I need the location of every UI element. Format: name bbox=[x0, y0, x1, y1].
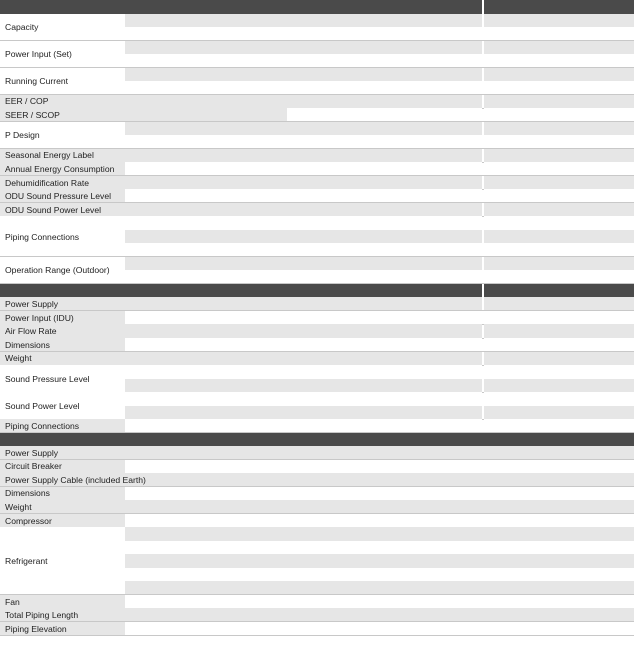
value-cell bbox=[484, 365, 634, 379]
value-cell bbox=[336, 135, 482, 149]
row-label-text: Power Supply bbox=[5, 299, 59, 310]
row-label-text: Circuit Breaker bbox=[5, 461, 62, 472]
value-cell bbox=[484, 54, 634, 68]
value-cell bbox=[484, 189, 634, 203]
row-unit bbox=[287, 541, 336, 555]
row-condition bbox=[203, 203, 287, 217]
value-cell bbox=[336, 622, 634, 636]
row-condition bbox=[203, 406, 287, 420]
value-cell bbox=[484, 419, 634, 433]
row-unit bbox=[287, 608, 336, 622]
row-label-text: Operation Range (Outdoor) bbox=[5, 265, 110, 276]
row-sub-label bbox=[125, 568, 203, 582]
value-cell bbox=[336, 487, 634, 501]
section-header-value bbox=[484, 284, 634, 298]
row-unit bbox=[287, 108, 336, 122]
row-label-text: Piping Elevation bbox=[5, 623, 67, 634]
row-sub-empty bbox=[125, 608, 203, 622]
value-cell bbox=[336, 324, 482, 338]
row-unit bbox=[287, 568, 336, 582]
row-label-text: Power Input (Set) bbox=[5, 49, 72, 60]
value-cell bbox=[336, 162, 482, 176]
row-label-text: ODU Sound Power Level bbox=[5, 204, 102, 215]
row-unit bbox=[287, 595, 336, 609]
row-label-text: Fan bbox=[5, 596, 20, 607]
value-cell bbox=[336, 81, 482, 95]
row-unit bbox=[287, 41, 336, 55]
row-unit bbox=[287, 460, 336, 474]
row-label-text: Running Current bbox=[5, 76, 69, 87]
value-cell bbox=[484, 95, 634, 109]
value-cell bbox=[336, 406, 482, 420]
row-cond-empty bbox=[203, 352, 287, 366]
row-label-text: Weight bbox=[5, 501, 32, 512]
value-cell bbox=[336, 297, 482, 311]
row-condition bbox=[203, 324, 287, 338]
row-condition bbox=[203, 162, 287, 176]
value-cell bbox=[484, 243, 634, 257]
row-label bbox=[0, 622, 125, 636]
row-unit bbox=[287, 392, 336, 406]
row-label bbox=[0, 257, 125, 284]
row-unit bbox=[287, 338, 336, 352]
row-unit bbox=[287, 149, 336, 163]
row-label-text: Capacity bbox=[5, 22, 39, 33]
row-sub-label bbox=[125, 365, 203, 379]
row-unit bbox=[287, 270, 336, 284]
value-cell bbox=[336, 446, 634, 460]
row-cond-empty bbox=[203, 135, 287, 149]
section-header-indoor bbox=[0, 284, 336, 298]
value-cell bbox=[336, 352, 482, 366]
row-label-text: Air Flow Rate bbox=[5, 326, 57, 337]
row-label bbox=[0, 595, 125, 609]
value-cell bbox=[484, 203, 634, 217]
value-cell bbox=[484, 68, 634, 82]
value-cell bbox=[484, 392, 634, 406]
row-label bbox=[0, 297, 287, 311]
row-label bbox=[0, 352, 125, 366]
section-header-value bbox=[336, 433, 634, 447]
row-label bbox=[0, 216, 125, 257]
value-cell bbox=[336, 527, 634, 541]
row-sub-empty bbox=[125, 311, 203, 325]
row-unit bbox=[287, 81, 336, 95]
value-cell bbox=[484, 324, 634, 338]
row-sub-label bbox=[125, 68, 203, 82]
value-cell bbox=[336, 68, 482, 82]
row-cond-empty bbox=[203, 541, 287, 555]
row-unit bbox=[287, 514, 336, 528]
value-cell bbox=[336, 230, 482, 244]
row-label-text: Sound Pressure Level bbox=[5, 373, 90, 384]
row-cond-empty bbox=[203, 514, 287, 528]
row-label bbox=[0, 41, 125, 68]
row-condition bbox=[203, 365, 287, 379]
row-condition bbox=[203, 14, 287, 28]
row-unit bbox=[287, 203, 336, 217]
row-sub-empty bbox=[125, 149, 203, 163]
value-cell bbox=[484, 81, 634, 95]
value-cell bbox=[336, 365, 482, 379]
row-sub-label bbox=[125, 27, 203, 41]
row-condition bbox=[203, 622, 287, 636]
row-sub-empty bbox=[125, 460, 203, 474]
row-unit bbox=[287, 122, 336, 136]
row-unit bbox=[287, 243, 336, 257]
row-label bbox=[0, 500, 125, 514]
row-unit bbox=[287, 162, 336, 176]
row-condition bbox=[203, 487, 287, 501]
value-cell bbox=[336, 338, 482, 352]
value-cell bbox=[484, 41, 634, 55]
row-unit bbox=[287, 257, 336, 271]
row-sub-label bbox=[125, 554, 203, 568]
row-unit bbox=[287, 54, 336, 68]
row-label-text: Dimensions bbox=[5, 488, 50, 499]
row-label bbox=[0, 608, 125, 622]
row-sub-label bbox=[125, 135, 203, 149]
row-label-text: Weight bbox=[5, 353, 32, 364]
value-cell bbox=[336, 270, 482, 284]
value-cell bbox=[484, 149, 634, 163]
value-cell bbox=[336, 554, 634, 568]
value-cell bbox=[336, 541, 634, 555]
row-condition bbox=[203, 257, 287, 271]
value-cell bbox=[336, 311, 482, 325]
row-label-text: EER / COP bbox=[5, 96, 49, 107]
row-sub-label bbox=[125, 500, 203, 514]
section-header-value bbox=[336, 284, 482, 298]
row-cond-empty bbox=[203, 554, 287, 568]
row-label bbox=[0, 14, 125, 41]
row-unit bbox=[287, 581, 336, 595]
row-condition bbox=[203, 149, 287, 163]
row-label-text: Power Supply Cable (included Earth) bbox=[5, 474, 146, 485]
row-label-text: Compressor bbox=[5, 515, 52, 526]
row-label bbox=[0, 324, 125, 338]
row-condition bbox=[203, 460, 287, 474]
value-cell bbox=[336, 419, 482, 433]
value-cell bbox=[484, 216, 634, 230]
value-cell bbox=[484, 257, 634, 271]
row-sub-label bbox=[125, 189, 203, 203]
value-cell bbox=[336, 14, 482, 28]
value-cell bbox=[336, 500, 634, 514]
row-label-text: Dimensions bbox=[5, 339, 50, 350]
value-cell bbox=[484, 122, 634, 136]
row-condition bbox=[203, 189, 287, 203]
row-condition bbox=[203, 338, 287, 352]
row-sub-label bbox=[125, 122, 203, 136]
row-unit bbox=[287, 500, 336, 514]
value-cell bbox=[484, 270, 634, 284]
row-unit bbox=[287, 419, 336, 433]
row-label-text: Piping Connections bbox=[5, 231, 80, 242]
section-header-outdoor bbox=[0, 433, 336, 447]
value-cell bbox=[484, 176, 634, 190]
value-cell bbox=[336, 95, 482, 109]
value-cell bbox=[336, 581, 634, 595]
row-sub-label bbox=[125, 270, 203, 284]
value-cell bbox=[484, 135, 634, 149]
row-condition bbox=[203, 392, 287, 406]
row-label bbox=[0, 122, 125, 149]
row-condition bbox=[203, 216, 287, 230]
row-sub-label bbox=[125, 81, 203, 95]
row-unit bbox=[287, 622, 336, 636]
row-sub-label bbox=[125, 581, 203, 595]
row-unit bbox=[287, 14, 336, 28]
value-cell bbox=[336, 608, 634, 622]
row-sub-label bbox=[125, 541, 203, 555]
row-label-text: Power Supply bbox=[5, 447, 59, 458]
value-cell bbox=[336, 595, 634, 609]
row-label-text: Total Piping Length bbox=[5, 610, 79, 621]
row-sub-label bbox=[125, 243, 203, 257]
row-sub-label bbox=[125, 406, 203, 420]
row-unit bbox=[287, 365, 336, 379]
row-label bbox=[0, 108, 287, 122]
row-label-text: ODU Sound Pressure Level bbox=[5, 191, 112, 202]
row-sub-label bbox=[125, 216, 203, 230]
value-cell bbox=[336, 243, 482, 257]
value-cell bbox=[336, 149, 482, 163]
row-label bbox=[0, 392, 125, 419]
value-cell bbox=[484, 406, 634, 420]
row-condition bbox=[203, 419, 287, 433]
row-unit bbox=[287, 527, 336, 541]
row-label-text: Dehumidification Rate bbox=[5, 177, 90, 188]
row-sub-label bbox=[125, 487, 203, 501]
value-cell bbox=[336, 514, 634, 528]
row-condition bbox=[203, 230, 287, 244]
row-label bbox=[0, 203, 125, 217]
row-label-text: P Design bbox=[5, 130, 40, 141]
row-unit bbox=[287, 297, 336, 311]
value-cell bbox=[336, 392, 482, 406]
row-unit bbox=[287, 554, 336, 568]
row-sub-label bbox=[125, 54, 203, 68]
value-cell bbox=[484, 352, 634, 366]
row-sub-label bbox=[125, 419, 203, 433]
value-cell bbox=[484, 338, 634, 352]
row-unit bbox=[287, 176, 336, 190]
row-label bbox=[0, 460, 125, 474]
value-cell bbox=[336, 108, 482, 122]
row-unit bbox=[287, 311, 336, 325]
row-label bbox=[0, 162, 125, 176]
row-unit bbox=[287, 68, 336, 82]
row-sub-label bbox=[125, 595, 203, 609]
row-condition bbox=[203, 54, 287, 68]
row-condition bbox=[203, 68, 287, 82]
row-unit bbox=[287, 352, 336, 366]
row-label-text: SEER / SCOP bbox=[5, 109, 60, 120]
value-cell bbox=[336, 216, 482, 230]
row-sub-label bbox=[125, 41, 203, 55]
row-unit bbox=[287, 487, 336, 501]
value-cell bbox=[484, 162, 634, 176]
row-unit bbox=[287, 324, 336, 338]
row-cond-empty bbox=[203, 500, 287, 514]
row-label bbox=[0, 95, 287, 109]
row-cond-empty bbox=[203, 527, 287, 541]
row-label bbox=[0, 487, 125, 501]
value-cell bbox=[484, 14, 634, 28]
value-cell bbox=[484, 108, 634, 122]
value-cell bbox=[336, 379, 482, 393]
row-condition bbox=[203, 270, 287, 284]
row-unit bbox=[287, 379, 336, 393]
value-cell bbox=[484, 27, 634, 41]
row-label bbox=[0, 338, 125, 352]
row-sub-label bbox=[125, 257, 203, 271]
value-cell bbox=[336, 41, 482, 55]
row-label-text: Piping Connections bbox=[5, 420, 80, 431]
section-header-combination bbox=[0, 0, 336, 14]
row-condition bbox=[203, 81, 287, 95]
row-unit bbox=[287, 446, 336, 460]
row-unit bbox=[287, 473, 336, 487]
row-sub-label bbox=[125, 527, 203, 541]
value-cell bbox=[336, 568, 634, 582]
row-label-text: Power Input (IDU) bbox=[5, 312, 74, 323]
row-label bbox=[0, 419, 125, 433]
row-label-text: Sound Power Level bbox=[5, 400, 80, 411]
value-cell bbox=[336, 473, 634, 487]
row-label bbox=[0, 189, 125, 203]
row-sub-empty bbox=[125, 162, 203, 176]
row-unit bbox=[287, 95, 336, 109]
row-unit bbox=[287, 135, 336, 149]
row-cond-empty bbox=[203, 581, 287, 595]
value-cell bbox=[336, 203, 482, 217]
row-label bbox=[0, 311, 125, 325]
row-label bbox=[0, 514, 125, 528]
value-cell bbox=[336, 27, 482, 41]
row-label bbox=[0, 149, 125, 163]
row-label bbox=[0, 446, 287, 460]
row-label-text: Seasonal Energy Label bbox=[5, 150, 94, 161]
row-label-text: Annual Energy Consumption bbox=[5, 163, 115, 174]
row-condition bbox=[203, 27, 287, 41]
row-label-text: Refrigerant bbox=[5, 556, 48, 567]
value-cell bbox=[336, 176, 482, 190]
row-unit bbox=[287, 189, 336, 203]
value-cell bbox=[336, 122, 482, 136]
value-cell bbox=[484, 379, 634, 393]
value-cell bbox=[484, 230, 634, 244]
value-cell bbox=[484, 297, 634, 311]
row-label bbox=[0, 527, 125, 595]
row-condition bbox=[203, 379, 287, 393]
row-sub-label bbox=[125, 622, 203, 636]
section-header-value bbox=[484, 0, 634, 14]
row-condition bbox=[203, 41, 287, 55]
row-unit bbox=[287, 216, 336, 230]
row-sub-label bbox=[125, 514, 203, 528]
row-sub-label bbox=[125, 392, 203, 406]
value-cell bbox=[336, 460, 634, 474]
row-unit bbox=[287, 27, 336, 41]
row-sub-label bbox=[125, 352, 203, 366]
row-label bbox=[0, 68, 125, 95]
row-sub-label bbox=[125, 203, 203, 217]
row-label bbox=[0, 473, 287, 487]
row-cond-empty bbox=[203, 568, 287, 582]
row-label bbox=[0, 365, 125, 392]
row-condition bbox=[203, 608, 287, 622]
divider bbox=[0, 635, 634, 636]
row-condition bbox=[203, 311, 287, 325]
row-sub-label bbox=[125, 230, 203, 244]
row-label bbox=[0, 176, 287, 190]
row-sub-label bbox=[125, 14, 203, 28]
value-cell bbox=[336, 189, 482, 203]
value-cell bbox=[336, 257, 482, 271]
row-unit bbox=[287, 230, 336, 244]
value-cell bbox=[336, 54, 482, 68]
row-condition bbox=[203, 595, 287, 609]
value-cell bbox=[484, 311, 634, 325]
row-sub-label bbox=[125, 379, 203, 393]
row-unit bbox=[287, 406, 336, 420]
row-cond-empty bbox=[203, 122, 287, 136]
section-header-value bbox=[336, 0, 482, 14]
row-sub-empty bbox=[125, 324, 203, 338]
row-cond-empty bbox=[203, 243, 287, 257]
row-sub-label bbox=[125, 338, 203, 352]
